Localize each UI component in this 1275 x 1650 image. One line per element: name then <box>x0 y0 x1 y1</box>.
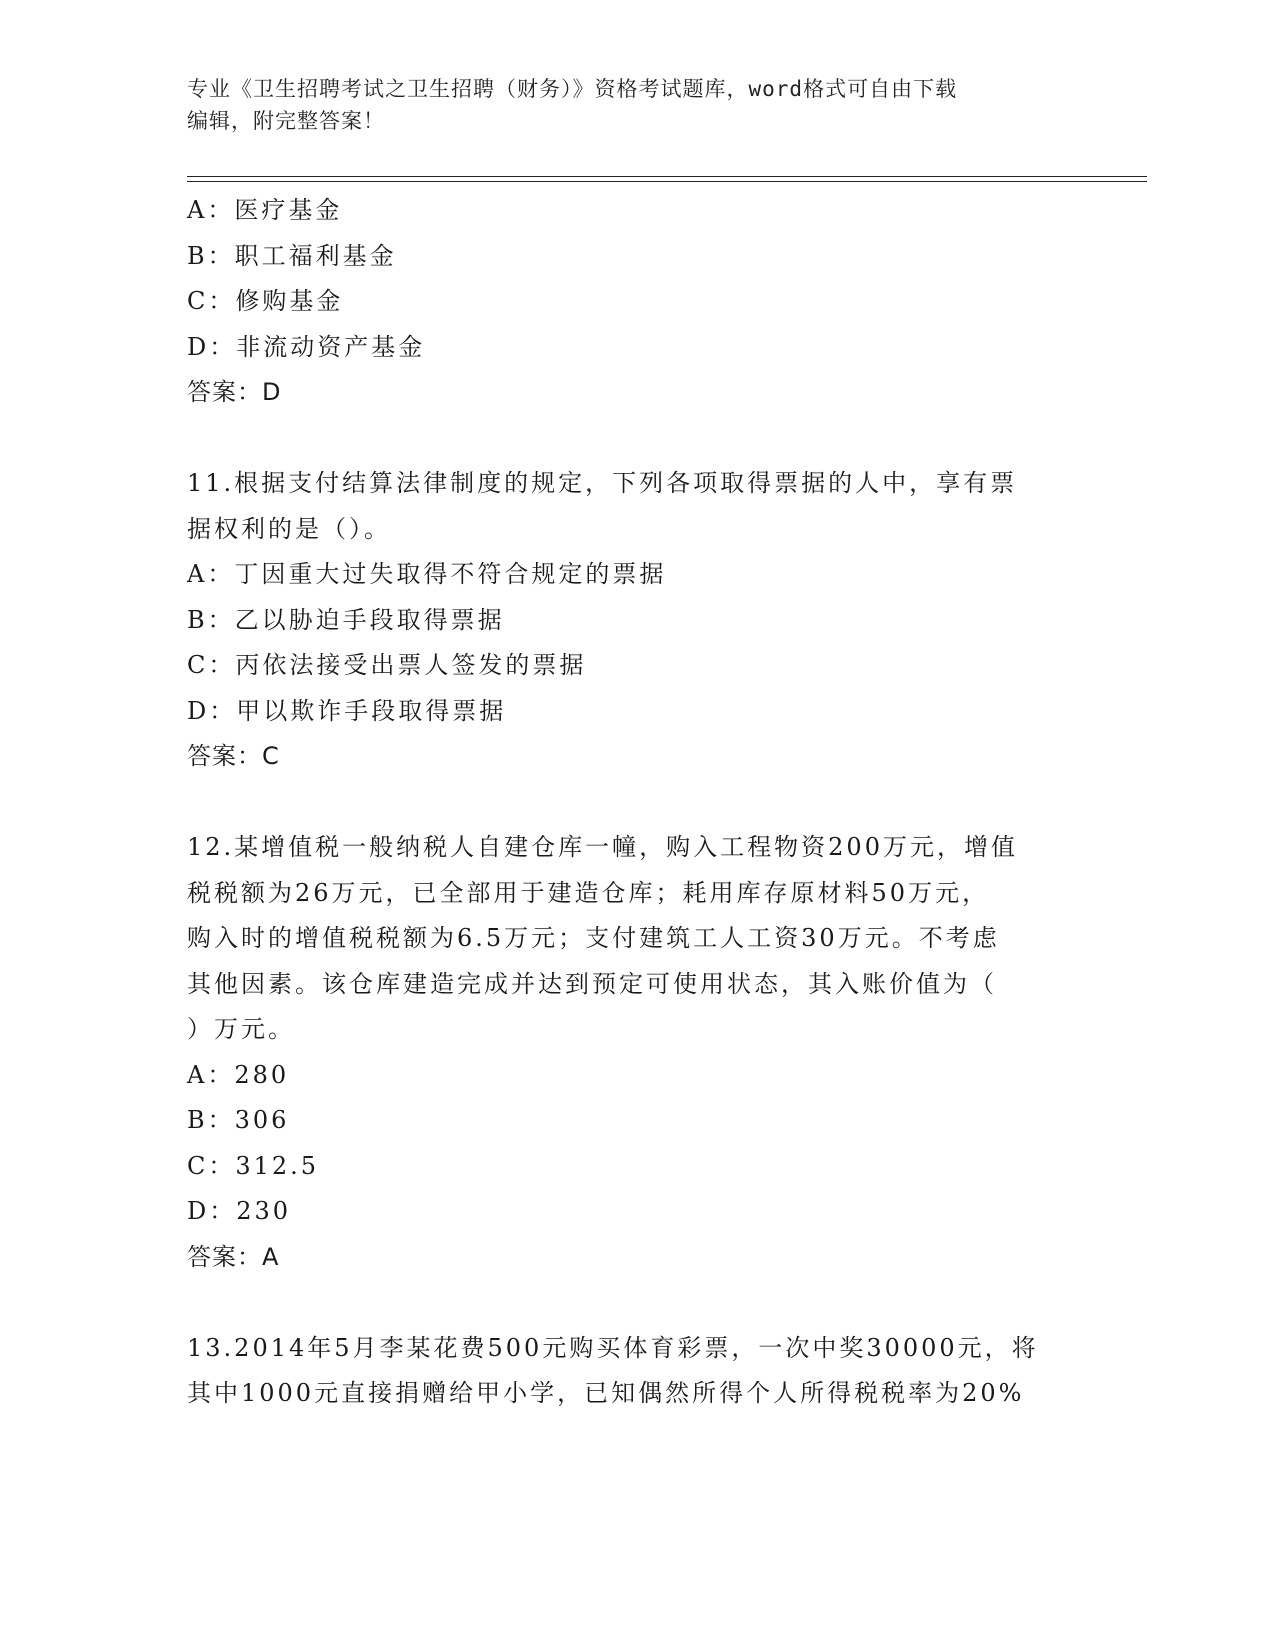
q12-option-c: C：312.5 <box>187 1151 320 1180</box>
q10-option-a: A：医疗基金 <box>187 196 343 224</box>
q10-option-c: C：修购基金 <box>187 287 344 315</box>
q13-stem-line-2: 其中1000元直接捐赠给甲小学，已知偶然所得个人所得税税率为20% <box>187 1379 1025 1407</box>
question-13-block <box>187 1326 1087 1417</box>
q12-stem-line-2: 税税额为26万元，已全部用于建造仓库；耗用库存原材料50万元， <box>187 878 990 907</box>
q11-stem-line-1: 11.根据支付结算法律制度的规定，下列各项取得票据的人中，享有票 <box>187 469 1018 497</box>
q11-option-a: A：丁因重大过失取得不符合规定的票据 <box>187 560 667 588</box>
header-divider-bottom <box>187 181 1147 182</box>
q11-option-c: C：丙依法接受出票人签发的票据 <box>187 651 587 679</box>
q10-option-d: D：非流动资产基金 <box>187 332 426 361</box>
q12-option-a: A：280 <box>187 1060 290 1089</box>
question-list <box>187 188 1087 1417</box>
q13-stem-line-1: 13.2014年5月李某花费500元购买体育彩票，一次中奖30000元，将 <box>187 1333 1039 1362</box>
q12-stem-line-4: 其他因素。该仓库建造完成并达到预定可使用状态，其入账价值为（ <box>187 969 997 998</box>
q10-option-b: B：职工福利基金 <box>187 241 397 270</box>
q12-stem-line-3: 购入时的增值税税额为6.5万元；支付建筑工人工资30万元。不考虑 <box>187 924 1000 952</box>
header-line-2: 编辑，附完整答案！ <box>187 109 385 133</box>
document-header <box>187 73 1067 137</box>
q11-answer: 答案：C <box>187 742 280 770</box>
header-divider-top <box>187 176 1147 177</box>
q10-answer: 答案：D <box>187 378 282 406</box>
question-10-block <box>187 188 1087 416</box>
header-line-1: 专业《卫生招聘考试之卫生招聘（财务）》资格考试题库，word格式可自由下载 <box>187 77 958 101</box>
q12-option-b: B：306 <box>187 1106 290 1134</box>
question-12-block <box>187 825 1087 1280</box>
question-spacer <box>187 1280 1087 1326</box>
question-spacer <box>187 780 1087 826</box>
question-spacer <box>187 416 1087 462</box>
q12-stem-line-5: ）万元。 <box>187 1015 295 1043</box>
q11-stem-line-2: 据权利的是（）。 <box>187 514 391 543</box>
q12-option-d: D：230 <box>187 1197 292 1225</box>
q12-answer: 答案：A <box>187 1242 280 1271</box>
q11-option-b: B：乙以胁迫手段取得票据 <box>187 605 505 634</box>
question-11-block <box>187 461 1087 780</box>
q11-option-d: D：甲以欺诈手段取得票据 <box>187 696 507 725</box>
q12-stem-line-1: 12.某增值税一般纳税人自建仓库一幢，购入工程物资200万元，增值 <box>187 833 1018 861</box>
